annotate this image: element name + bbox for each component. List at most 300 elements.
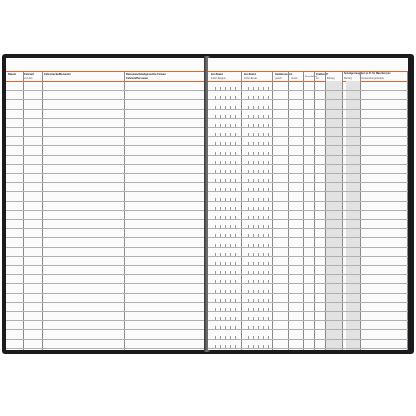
digit-tick <box>268 170 269 173</box>
digit-tick <box>215 280 216 283</box>
digit-tick <box>215 133 216 136</box>
digit-tick <box>220 198 221 201</box>
digit-tick <box>258 308 259 311</box>
digit-tick <box>268 207 269 210</box>
digit-tick <box>253 345 254 348</box>
digit-tick <box>268 152 269 155</box>
digit-tick <box>268 142 269 145</box>
digit-tick <box>215 290 216 293</box>
digit-tick <box>215 96 216 99</box>
digit-tick <box>215 198 216 201</box>
digit-tick <box>225 170 226 173</box>
digit-tick <box>248 115 249 118</box>
digit-tick <box>268 198 269 201</box>
col-sub-reisezweck: Fahrten/Personen <box>126 77 149 80</box>
col-sub-betrag-kraftstoff: Betrag <box>327 77 335 80</box>
digit-tick <box>263 271 264 274</box>
digit-tick <box>268 345 269 348</box>
digit-tick <box>258 161 259 164</box>
digit-tick <box>253 280 254 283</box>
digit-tick <box>215 336 216 339</box>
digit-tick <box>230 124 231 127</box>
row-rule <box>208 256 408 257</box>
digit-tick <box>263 308 264 311</box>
column-divider <box>325 71 326 350</box>
row-rule <box>6 283 205 284</box>
col-header-kraftstoff: Kraftstoff <box>316 73 328 76</box>
digit-tick <box>225 317 226 320</box>
row-rule <box>6 173 205 174</box>
row-rule <box>208 191 408 192</box>
digit-tick <box>253 198 254 201</box>
digit-tick <box>225 253 226 256</box>
digit-tick <box>268 299 269 302</box>
digit-tick <box>225 115 226 118</box>
digit-tick <box>268 133 269 136</box>
digit-tick <box>248 345 249 348</box>
digit-tick <box>220 234 221 237</box>
row-rule <box>6 145 205 146</box>
column-divider <box>288 71 289 350</box>
left-page <box>6 58 205 350</box>
digit-tick <box>225 326 226 329</box>
digit-tick <box>258 124 259 127</box>
column-divider <box>360 71 361 350</box>
digit-tick <box>235 115 236 118</box>
row-rule <box>6 210 205 211</box>
digit-tick <box>235 225 236 228</box>
digit-tick <box>225 152 226 155</box>
digit-tick <box>253 308 254 311</box>
digit-tick <box>225 161 226 164</box>
col-header-datum: Datum <box>8 73 17 76</box>
digit-tick <box>230 271 231 274</box>
row-rule <box>6 228 205 229</box>
digit-tick <box>263 133 264 136</box>
digit-tick <box>230 115 231 118</box>
row-rule <box>208 127 408 128</box>
row-rule <box>6 136 205 137</box>
digit-tick <box>220 170 221 173</box>
row-rule <box>208 210 408 211</box>
digit-tick <box>220 253 221 256</box>
row-rule <box>208 348 408 349</box>
digit-tick <box>263 280 264 283</box>
digit-tick <box>248 290 249 293</box>
digit-tick <box>263 234 264 237</box>
row-rule <box>6 118 205 119</box>
digit-tick <box>248 161 249 164</box>
column-divider <box>303 71 304 350</box>
digit-tick <box>215 115 216 118</box>
digit-tick <box>230 179 231 182</box>
digit-tick <box>258 234 259 237</box>
digit-tick <box>248 225 249 228</box>
digit-tick <box>235 262 236 265</box>
column-divider <box>42 71 43 350</box>
digit-tick <box>225 299 226 302</box>
digit-tick <box>235 142 236 145</box>
digit-tick <box>263 216 264 219</box>
digit-tick <box>230 290 231 293</box>
digit-tick <box>248 234 249 237</box>
digit-tick <box>225 198 226 201</box>
row-rule <box>208 283 408 284</box>
digit-tick <box>220 326 221 329</box>
row-rule <box>6 329 205 330</box>
col-sub-privat: privat <box>291 77 298 80</box>
digit-tick <box>253 262 254 265</box>
col-sub-betrag-sonstige: Betrag <box>344 77 352 80</box>
digit-tick <box>230 345 231 348</box>
row-rule <box>6 219 205 220</box>
digit-tick <box>230 207 231 210</box>
digit-tick <box>225 106 226 109</box>
row-rule <box>208 201 408 202</box>
digit-tick <box>220 280 221 283</box>
digit-tick <box>215 152 216 155</box>
digit-tick <box>220 345 221 348</box>
digit-tick <box>258 188 259 191</box>
digit-tick <box>220 271 221 274</box>
col-header-sonstige: Sonstige Ausgaben (z. B. Öl, Waschen) etc. <box>344 73 392 75</box>
col-sub-km-end: Fahrt-Ende <box>244 77 257 80</box>
digit-tick <box>235 152 236 155</box>
digit-tick <box>268 87 269 90</box>
digit-tick <box>235 234 236 237</box>
row-rule <box>6 247 205 248</box>
digit-tick <box>230 253 231 256</box>
digit-tick <box>258 290 259 293</box>
digit-tick <box>258 345 259 348</box>
digit-tick <box>225 280 226 283</box>
digit-tick <box>268 115 269 118</box>
digit-tick <box>220 262 221 265</box>
digit-tick <box>268 271 269 274</box>
digit-tick <box>235 87 236 90</box>
digit-tick <box>230 188 231 191</box>
digit-tick <box>268 179 269 182</box>
digit-tick <box>248 87 249 90</box>
digit-tick <box>258 179 259 182</box>
digit-tick <box>230 106 231 109</box>
digit-tick <box>248 262 249 265</box>
digit-tick <box>230 198 231 201</box>
digit-tick <box>253 253 254 256</box>
digit-tick <box>253 115 254 118</box>
row-rule <box>208 320 408 321</box>
digit-tick <box>220 336 221 339</box>
digit-tick <box>225 225 226 228</box>
digit-tick <box>263 326 264 329</box>
digit-tick <box>230 170 231 173</box>
digit-tick <box>215 253 216 256</box>
digit-tick <box>268 280 269 283</box>
digit-tick <box>253 106 254 109</box>
header-bottom-rule <box>6 81 205 82</box>
digit-tick <box>258 299 259 302</box>
digit-tick <box>248 170 249 173</box>
digit-tick <box>225 188 226 191</box>
digit-tick <box>263 198 264 201</box>
row-rule <box>208 339 408 340</box>
col-header-fahrstrecke: Fahrstrecke/Reiseziel <box>44 73 71 76</box>
digit-tick <box>215 326 216 329</box>
digit-tick <box>230 308 231 311</box>
row-rule <box>6 99 205 100</box>
digit-tick <box>248 96 249 99</box>
row-rule <box>6 90 205 91</box>
digit-tick <box>220 115 221 118</box>
col-header-gefahrene-km: Gefahrene km <box>275 73 293 76</box>
digit-tick <box>225 207 226 210</box>
digit-tick <box>230 280 231 283</box>
digit-tick <box>263 96 264 99</box>
digit-tick <box>230 161 231 164</box>
digit-tick <box>248 336 249 339</box>
digit-tick <box>215 271 216 274</box>
header-top-rule <box>6 71 205 72</box>
digit-tick <box>215 142 216 145</box>
col-sub-verwendungszweck: Verwendungszweck <box>361 77 384 80</box>
digit-tick <box>253 326 254 329</box>
digit-tick <box>253 179 254 182</box>
digit-tick <box>220 244 221 247</box>
digit-tick <box>263 207 264 210</box>
digit-tick <box>263 290 264 293</box>
digit-tick <box>230 299 231 302</box>
digit-tick <box>258 152 259 155</box>
row-rule <box>6 311 205 312</box>
digit-tick <box>235 253 236 256</box>
row-rule <box>208 237 408 238</box>
digit-tick <box>225 308 226 311</box>
digit-tick <box>230 336 231 339</box>
digit-tick <box>268 216 269 219</box>
digit-tick <box>220 188 221 191</box>
digit-tick <box>258 280 259 283</box>
digit-tick <box>230 152 231 155</box>
row-rule <box>208 302 408 303</box>
digit-tick <box>215 345 216 348</box>
digit-tick <box>220 299 221 302</box>
digit-tick <box>253 271 254 274</box>
row-rule <box>208 136 408 137</box>
row-rule <box>6 339 205 340</box>
digit-tick <box>235 161 236 164</box>
right-page <box>208 58 408 350</box>
row-rule <box>6 191 205 192</box>
row-rule <box>6 302 205 303</box>
digit-tick <box>258 133 259 136</box>
digit-tick <box>263 170 264 173</box>
row-rule <box>208 329 408 330</box>
digit-tick <box>258 198 259 201</box>
digit-tick <box>225 216 226 219</box>
digit-tick <box>215 317 216 320</box>
shaded-column-kraftstoff <box>325 81 342 350</box>
digit-tick <box>235 326 236 329</box>
digit-tick <box>235 271 236 274</box>
row-rule <box>6 320 205 321</box>
row-rule <box>6 109 205 110</box>
digit-tick <box>215 207 216 210</box>
digit-tick <box>268 290 269 293</box>
digit-tick <box>263 345 264 348</box>
digit-tick <box>248 133 249 136</box>
row-rule <box>6 265 205 266</box>
digit-tick <box>225 142 226 145</box>
digit-tick <box>248 299 249 302</box>
digit-tick <box>253 142 254 145</box>
digit-tick <box>220 124 221 127</box>
column-divider <box>272 71 273 350</box>
row-rule <box>208 155 408 156</box>
digit-tick <box>268 326 269 329</box>
row-rule <box>208 228 408 229</box>
row-rule <box>208 90 408 91</box>
digit-tick <box>258 106 259 109</box>
header-top-rule <box>208 71 408 72</box>
digit-tick <box>258 253 259 256</box>
digit-tick <box>268 244 269 247</box>
digit-tick <box>235 198 236 201</box>
digit-tick <box>235 290 236 293</box>
digit-tick <box>258 336 259 339</box>
row-rule <box>208 265 408 266</box>
column-divider <box>407 71 408 350</box>
row-rule <box>208 145 408 146</box>
digit-tick <box>263 106 264 109</box>
digit-tick <box>263 188 264 191</box>
digit-tick <box>235 345 236 348</box>
digit-tick <box>248 216 249 219</box>
digit-tick <box>225 290 226 293</box>
col-header-km-end: km-Stand <box>244 73 256 76</box>
digit-tick <box>220 142 221 145</box>
digit-tick <box>215 299 216 302</box>
row-rule <box>6 182 205 183</box>
digit-tick <box>253 317 254 320</box>
digit-tick <box>253 124 254 127</box>
digit-tick <box>258 244 259 247</box>
digit-tick <box>215 161 216 164</box>
digit-tick <box>235 96 236 99</box>
digit-tick <box>230 133 231 136</box>
digit-tick <box>253 152 254 155</box>
digit-tick <box>225 271 226 274</box>
column-divider <box>342 71 343 350</box>
digit-tick <box>235 280 236 283</box>
digit-tick <box>258 207 259 210</box>
digit-tick <box>248 124 249 127</box>
digit-tick <box>225 244 226 247</box>
digit-tick <box>253 244 254 247</box>
digit-tick <box>225 262 226 265</box>
digit-tick <box>215 244 216 247</box>
col-sub-wohn-arbeit: Wohn/Arbeit <box>305 76 317 78</box>
row-rule <box>6 164 205 165</box>
row-rule <box>6 256 205 257</box>
digit-tick <box>235 336 236 339</box>
digit-tick <box>230 317 231 320</box>
digit-tick <box>268 262 269 265</box>
digit-tick <box>248 188 249 191</box>
digit-tick <box>268 308 269 311</box>
row-rule <box>6 293 205 294</box>
digit-tick <box>225 234 226 237</box>
digit-tick <box>235 207 236 210</box>
digit-tick <box>215 262 216 265</box>
digit-tick <box>225 87 226 90</box>
row-rule <box>208 182 408 183</box>
row-rule <box>208 219 408 220</box>
digit-tick <box>220 317 221 320</box>
digit-tick <box>253 161 254 164</box>
digit-tick <box>268 317 269 320</box>
digit-tick <box>220 290 221 293</box>
row-rule <box>6 155 205 156</box>
row-rule <box>208 109 408 110</box>
digit-tick <box>268 96 269 99</box>
digit-tick <box>230 225 231 228</box>
digit-tick <box>263 161 264 164</box>
digit-tick <box>235 244 236 247</box>
shaded-column-betrag <box>346 81 360 350</box>
digit-tick <box>230 216 231 219</box>
column-divider <box>23 71 24 350</box>
digit-tick <box>230 87 231 90</box>
column-divider <box>124 71 125 350</box>
digit-tick <box>258 87 259 90</box>
header-bottom-rule <box>208 81 408 82</box>
digit-tick <box>248 179 249 182</box>
digit-tick <box>215 124 216 127</box>
digit-tick <box>263 299 264 302</box>
col-header-km-start: km-Stand <box>211 73 223 76</box>
row-rule <box>6 348 205 349</box>
digit-tick <box>230 142 231 145</box>
digit-tick <box>253 299 254 302</box>
digit-tick <box>268 124 269 127</box>
digit-tick <box>263 225 264 228</box>
digit-tick <box>248 142 249 145</box>
digit-tick <box>263 124 264 127</box>
digit-tick <box>253 87 254 90</box>
digit-tick <box>263 317 264 320</box>
digit-tick <box>258 271 259 274</box>
digit-tick <box>220 216 221 219</box>
col-sub-ltr: Ltr. <box>316 77 320 80</box>
digit-tick <box>215 179 216 182</box>
digit-tick <box>225 133 226 136</box>
digit-tick <box>230 262 231 265</box>
digit-tick <box>253 96 254 99</box>
digit-tick <box>248 198 249 201</box>
digit-tick <box>225 96 226 99</box>
digit-tick <box>235 179 236 182</box>
col-sub-fahrzeit: von-bis <box>24 77 33 80</box>
digit-tick <box>263 142 264 145</box>
digit-tick <box>253 207 254 210</box>
digit-tick <box>215 170 216 173</box>
digit-tick <box>215 188 216 191</box>
digit-tick <box>263 262 264 265</box>
digit-tick <box>220 96 221 99</box>
digit-tick <box>235 106 236 109</box>
digit-tick <box>248 152 249 155</box>
digit-tick <box>263 336 264 339</box>
